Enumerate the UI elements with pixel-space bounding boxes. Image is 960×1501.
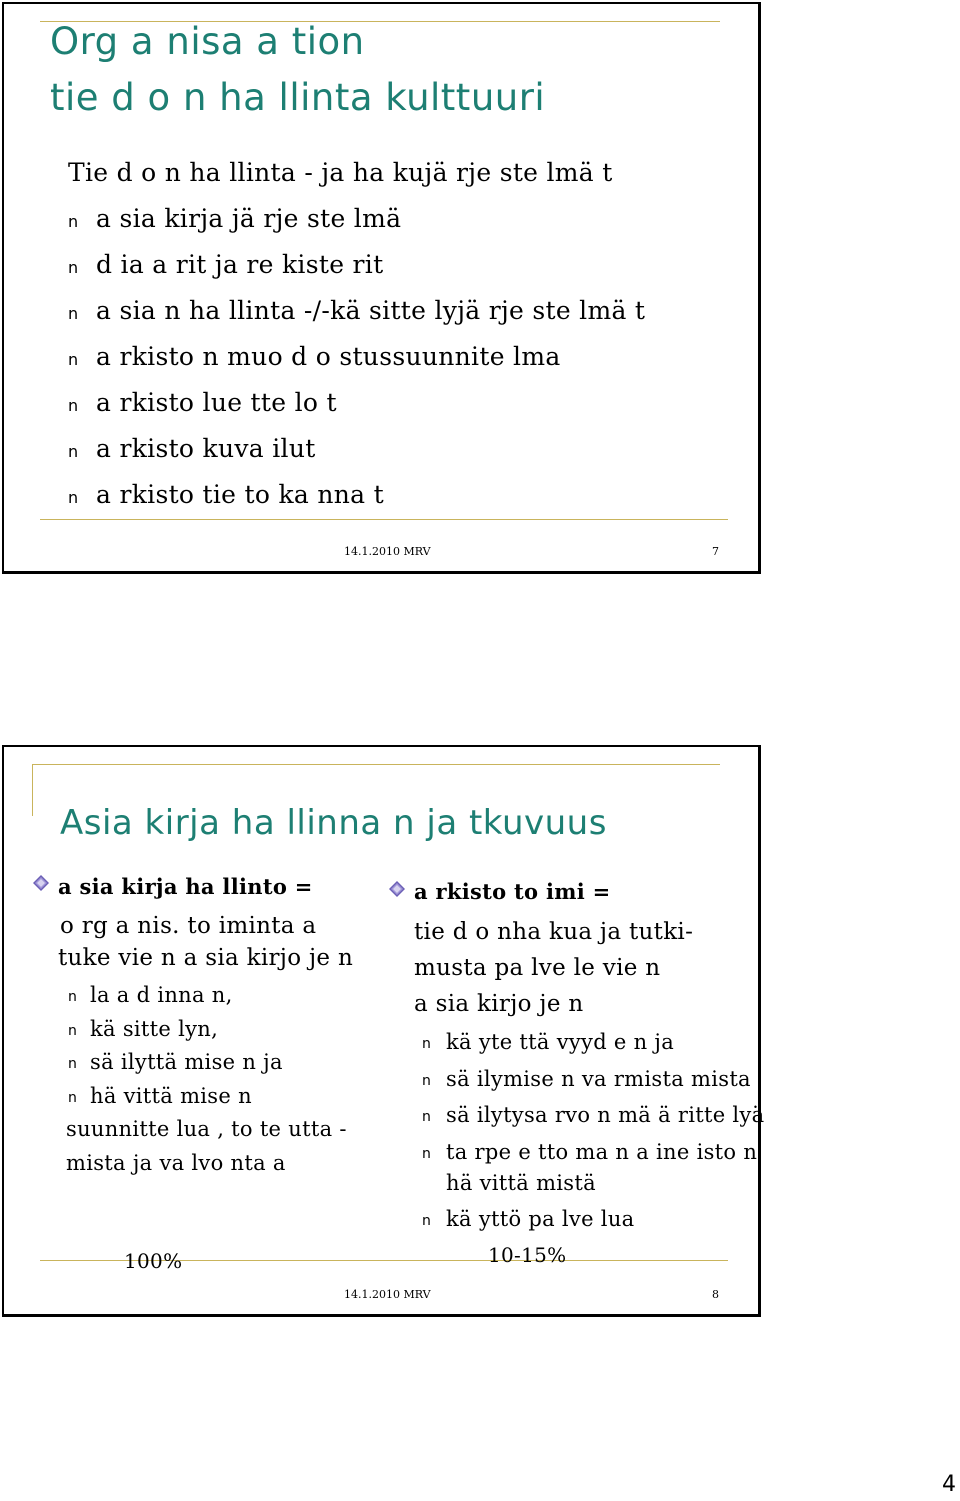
accent-line-bottom (40, 519, 728, 520)
right-percent: 10-15% (488, 1243, 567, 1267)
accent-line-left (32, 764, 33, 816)
bullet-icon: n (68, 442, 79, 461)
slide-7 (2, 2, 761, 574)
slide-title-line-1: Org a nisa a tion (50, 20, 365, 63)
bullet-icon: n (68, 488, 79, 507)
list-item: a sia kirja jä rje ste lmä (96, 204, 402, 233)
bullet-icon: n (68, 989, 77, 1005)
slide-8 (2, 745, 765, 1317)
slide-number: 8 (712, 1288, 719, 1301)
right-heading: a rkisto to imi = (414, 879, 611, 904)
bullet-icon: n (68, 350, 79, 369)
list-item: a sia n ha llinta -/-kä sitte lyjä rje ste lmä t (96, 296, 646, 325)
list-item: a rkisto n muo d o stussuunnite lma (96, 342, 561, 371)
right-list-item: sä ilytysa rvo n mä ä ritte lyä (446, 1103, 765, 1127)
right-list-item: kä yte ttä vyyd e n ja (446, 1030, 675, 1054)
bullet-icon: n (68, 396, 79, 415)
bullet-icon: n (68, 1023, 77, 1039)
left-percent: 100% (124, 1249, 183, 1273)
slide-title: Asia kirja ha llinna n ja tkuvuus (60, 803, 607, 843)
right-text-line: musta pa lve le vie n (414, 955, 661, 981)
right-text-line: a sia kirjo je n (414, 991, 584, 1017)
bullet-icon: n (68, 258, 79, 277)
slide-footer-date: 14.1.2010 MRV (344, 545, 431, 558)
bullet-icon: n (68, 304, 79, 323)
left-list-item: kä sitte lyn, (90, 1017, 219, 1041)
list-item: d ia a rit ja re kiste rit (96, 250, 384, 279)
bullet-icon: n (422, 1146, 431, 1162)
slide-subtitle: Tie d o n ha llinta - ja ha kujä rje ste lmä t (68, 158, 613, 187)
right-list-item: ta rpe e tto ma n a ine isto n (446, 1140, 758, 1164)
left-list-item: hä vittä mise n (90, 1084, 252, 1108)
page-number: 4 (942, 1472, 956, 1497)
diamond-bullet-icon (32, 874, 50, 892)
left-trailing-line: mista ja va lvo nta a (66, 1151, 286, 1175)
left-text-line: o rg a nis. to iminta a (60, 913, 317, 939)
bullet-icon: n (422, 1109, 431, 1125)
bullet-icon: n (422, 1073, 431, 1089)
left-list-item: la a d inna n, (90, 983, 233, 1007)
bullet-icon: n (422, 1036, 431, 1052)
right-list-item: kä yttö pa lve lua (446, 1207, 635, 1231)
list-item: a rkisto lue tte lo t (96, 388, 337, 417)
left-trailing-line: suunnitte lua , to te utta - (66, 1117, 347, 1141)
bullet-icon: n (68, 212, 79, 231)
bullet-icon: n (422, 1213, 431, 1229)
slide-title-line-2: tie d o n ha llinta kulttuuri (50, 76, 546, 119)
diamond-bullet-icon (388, 880, 406, 898)
left-list-item: sä ilyttä mise n ja (90, 1050, 283, 1074)
accent-line-top (32, 764, 720, 765)
list-item: a rkisto kuva ilut (96, 434, 316, 463)
right-list-item-continuation: hä vittä mistä (446, 1171, 596, 1195)
right-list-item: sä ilymise n va rmista mista (446, 1067, 751, 1091)
left-heading: a sia kirja ha llinto = (58, 874, 313, 899)
slide-footer-date: 14.1.2010 MRV (344, 1288, 431, 1301)
list-item: a rkisto tie to ka nna t (96, 480, 384, 509)
bullet-icon: n (68, 1056, 77, 1072)
slide-number: 7 (712, 545, 719, 558)
bullet-icon: n (68, 1090, 77, 1106)
right-text-line: tie d o nha kua ja tutki- (414, 919, 694, 945)
left-text-line: tuke vie n a sia kirjo je n (58, 945, 354, 971)
